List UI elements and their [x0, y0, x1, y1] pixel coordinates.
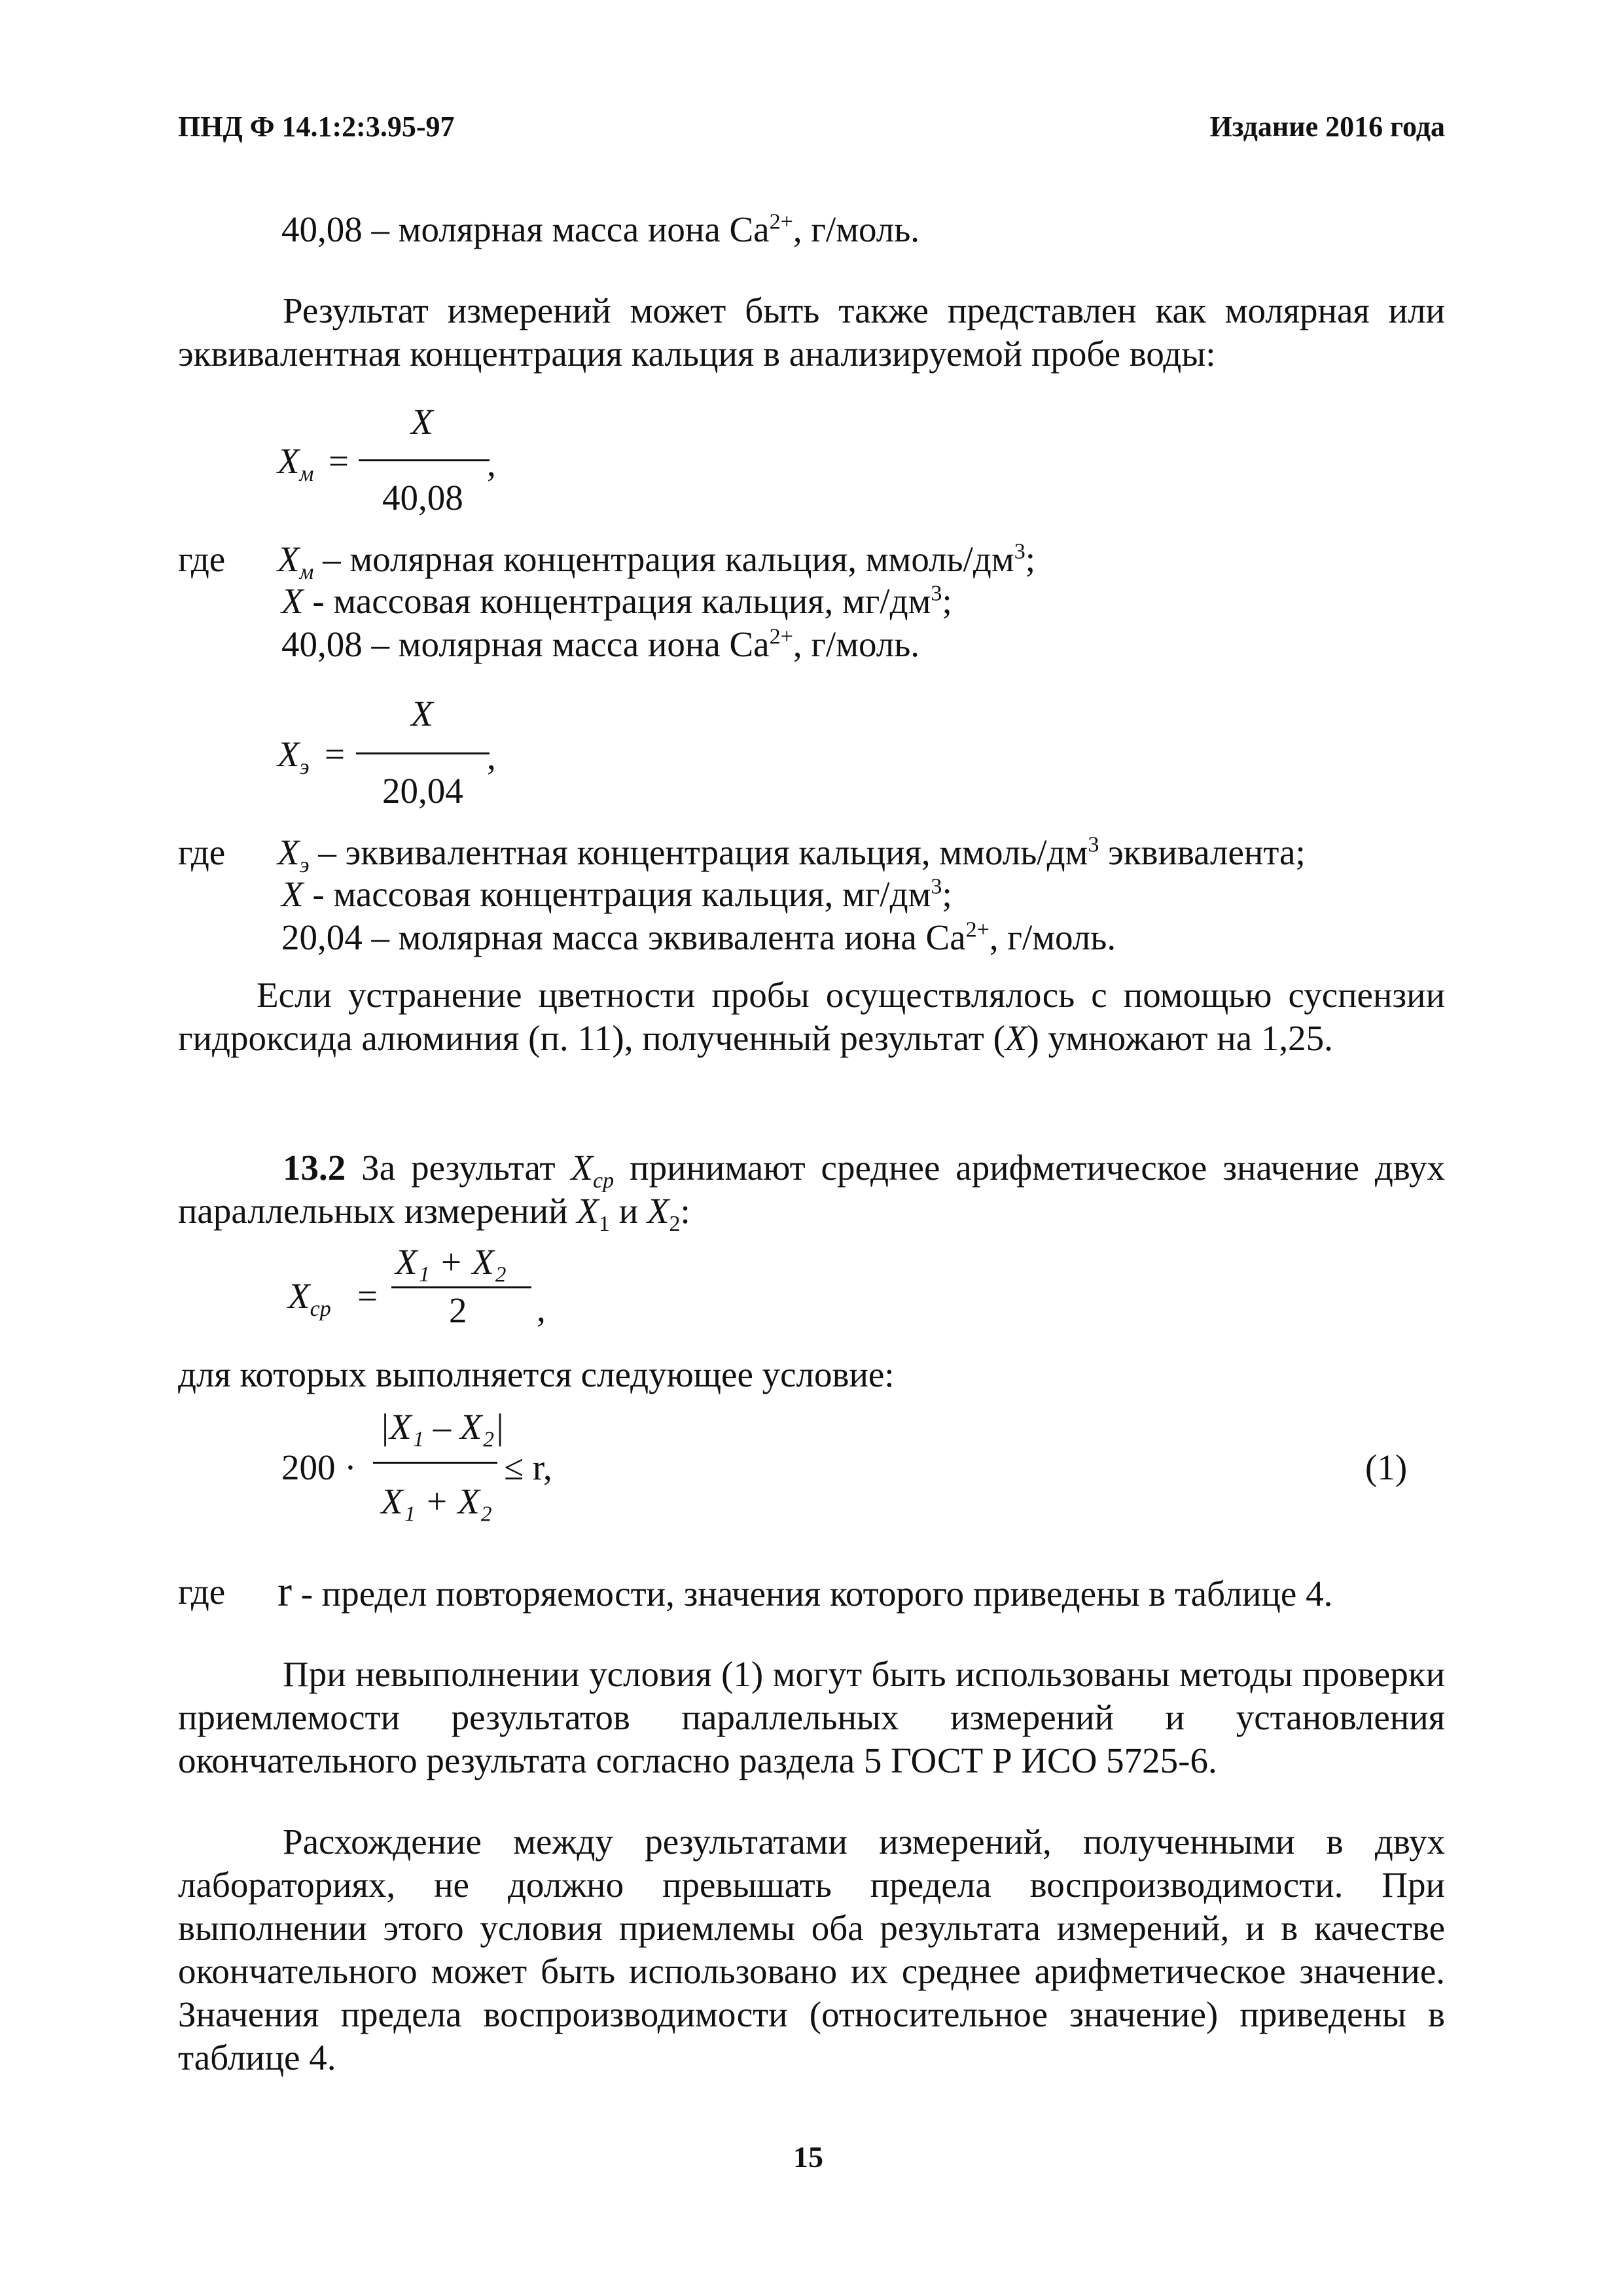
fraction-denominator: 20,04 — [382, 771, 463, 811]
fraction-bar — [391, 1286, 531, 1288]
document-code: ПНД Ф 14.1:2:3.95-97 — [178, 111, 455, 143]
where1-line-3: 40,08 – молярная масса иона $Ca^{2+}$, г/моль. — [281, 624, 920, 664]
fraction-denominator: 40,08 — [382, 478, 463, 518]
where3-line: r - предел повторяемости, значения которого приведены в таблице 4. — [277, 1568, 1333, 1616]
paragraph-color-removal: Если устранение цветности пробы осуществлялось с помощью суспензии гидроксида алюминия (п. 11), полученный результат (X) умножают на 1,25. — [178, 975, 1445, 1058]
where-label: где — [178, 539, 226, 579]
formula-lhs: $X_{ср}$ — [288, 1276, 331, 1321]
paragraph-condition-failure: При невыполнении условия (1) могут быть использованы методы проверки приемлемости результатов параллельных измерений и установления окончательного результата согласно раздела 5 ГОСТ Р ИСО 5725-6. — [178, 1654, 1445, 1780]
equals-sign: = — [325, 734, 346, 774]
edition-label: Издание 2016 года — [1209, 111, 1445, 143]
formula-comma: , — [537, 1289, 546, 1329]
paragraph-molar-intro: Результат измерений может быть также представлен как молярная или эквивалентная концентрация кальция в анализируемой пробе воды: — [178, 291, 1445, 374]
equals-sign: = — [329, 441, 349, 481]
molar-mass-line: 40,08 – молярная масса иона $Ca^{2+}$, г/моль. — [281, 209, 920, 249]
where2-line-2: X - массовая концентрация кальция, $мг/дм^3$; — [281, 874, 952, 914]
formula-comma: , — [487, 737, 496, 777]
fraction-numerator: X — [411, 694, 433, 733]
fraction-bar — [359, 459, 490, 461]
formula-lhs: $X_м$ — [277, 441, 314, 486]
where2-line-3: 20,04 – молярная масса эквивалента иона $Ca^{2+}$, г/моль. — [281, 917, 1116, 957]
where-label: где — [178, 832, 226, 872]
coefficient: 200 · — [281, 1447, 357, 1487]
where1-line-1: $X_м$ – молярная концентрация кальция, ммоль/$дм^3$; — [277, 539, 1036, 584]
page-number: 15 — [793, 2140, 823, 2174]
formula-comma: , — [487, 444, 496, 484]
where-label: где — [178, 1572, 226, 1612]
where1-line-2: X - массовая концентрация кальция, $мг/дм^3$; — [281, 581, 952, 621]
fraction-bar — [356, 752, 490, 754]
fraction-numerator: X — [411, 402, 433, 442]
fraction-bar — [373, 1462, 497, 1464]
where2-line-1: $X_э$ – эквивалентная концентрация кальция, ммоль/$дм^3$ эквивалента; — [277, 832, 1306, 877]
fraction-denominator: X₁ + X₂ — [381, 1481, 493, 1521]
fraction-numerator: X₁ + X₂ — [395, 1242, 507, 1282]
equation-number: (1) — [1365, 1447, 1408, 1487]
paragraph-13-2: 13.2 За результат $X_{ср}$ принимают среднее арифметическое значение двух параллельных измерений $X_1$ и $X_2$: — [178, 1148, 1446, 1236]
fraction-denominator: 2 — [449, 1290, 467, 1330]
equals-sign: = — [357, 1276, 378, 1316]
formula-lhs: $X_э$ — [277, 734, 310, 779]
inequality-tail: ≤ r, — [504, 1447, 552, 1487]
paragraph-interlab: Расхождение между результатами измерений, полученными в двух лабораториях, не должно превышать предела воспроизводимости. При выполнении этого условия приемлемы оба результата измерений, и в качестве окончательного может быть использовано их среднее арифметическое значение. Значения предела воспроизводимости (относительное значение) приведены в таблице 4. — [178, 1822, 1445, 2077]
condition-intro: для которых выполняется следующее условие: — [178, 1354, 895, 1394]
fraction-numerator: |X₁ – X₂| — [380, 1407, 505, 1447]
